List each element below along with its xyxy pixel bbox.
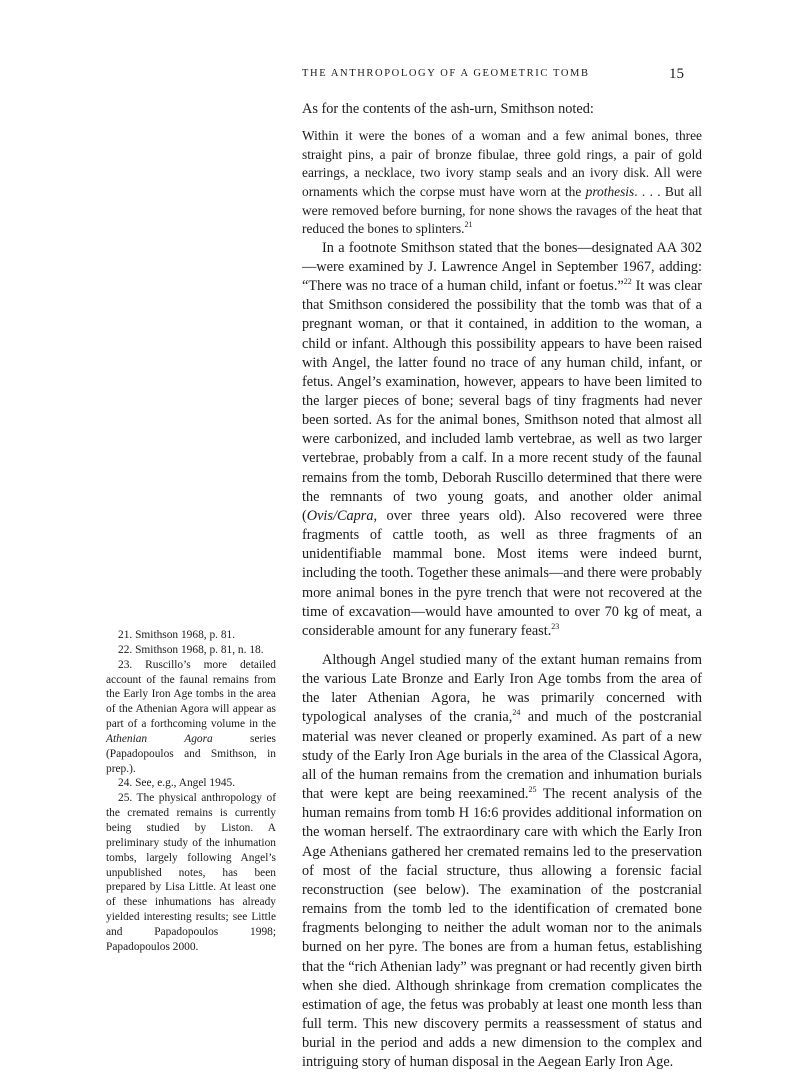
p2-text-b: and much of the postcranial material was never cleaned or properly examined. As part of a new study of the Early Iron Age burials in the area of the Classical Agora, all of the human remains from the cremation and inhumation burials that were kept are being reexamined.	[302, 709, 702, 803]
quote-text-a: Within it were the bones of a woman and a few animal bones, three straight pins, a pair of bronze fibulae, three gold rings, a pair of gold earrings, a necklace, two ivory stamp seals and an ivory disk. All were ornaments which the corpse must have worn at the	[302, 128, 702, 199]
body-paragraph-2	[302, 651, 702, 1072]
running-head: THE ANTHROPOLOGY OF A GEOMETRIC TOMB	[302, 68, 590, 79]
note-ref-24[interactable]: 24	[512, 708, 521, 718]
p2-text-a: Although Angel studied many of the extant human remains from the various Late Bronze and Early Iron Age tombs from the area of the later Athenian Agora, he was primarily concerned with typological analyses of the crania,	[302, 652, 702, 726]
p1-text-a: In a footnote Smithson stated that the bones—designated AA 302—were examined by J. Lawrence Angel in September 1967, adding: “There was no trace of a human child, infant or foetus.”	[302, 239, 702, 295]
note-ref-22[interactable]: 22	[623, 277, 632, 287]
footnote-22: 22. Smithson 1968, p. 81, n. 18.	[118, 643, 264, 656]
body-paragraph-1	[302, 239, 702, 641]
fn23-text-b: series (Papadopoulos and Smithson, in prep.).	[106, 732, 276, 775]
footnote-24: 24. See, e.g., Angel 1945.	[118, 777, 236, 790]
p1-italic-ovis-capra: Ovis/Capra,	[306, 507, 378, 524]
quote-italic-term: prothesis	[585, 183, 635, 199]
fn23-italic-series: Athenian Agora	[106, 732, 213, 745]
page-header	[302, 68, 684, 86]
p1-text-b: It was clear that Smithson considered the possibility that the tomb was that of a pregnant woman, or that it contained, in addition to the woman, a child or infant. Although this possibility appears to have been raised with Angel, the latter found no trace of any human child, infant, or fetus. Angel’s examination, however, appears to have been limited to the larger pieces of bone; several bags of tiny fragments had never been sorted. As for the animal bones, Smithson noted that almost all were carbonized, and included lamb vertebrae, as well as two larger vertebrae, probably from a calf. In a more recent study of the faunal remains from the tomb, Deborah Ruscillo determined that there were the remnants of two young goats, and another older animal (	[302, 278, 703, 524]
footnote-21: 21. Smithson 1968, p. 81.	[118, 629, 236, 641]
footnote-25: 25. The physical anthropology of the cremated remains is currently being studied by Liston. A preliminary study of the inhumation tombs, largely following Angel’s unpublished notes, has been prepared by Lisa Little. At least one of these inhumations has already yielded interesting results; see Little and Papadopoulos 1998; Papadopoulos 2000.	[106, 792, 276, 953]
p1-text-c: over three years old). Also recovered were three fragments of cattle tooth, as well as three fragments of an unidentifiable mammal bone. Most items were indeed burnt, including the tooth. Together these animals—and there were probably more animal bones in the pyre trench that were not recovered at the time of excavation—would have amounted to over 70 kg of meat, a considerable amount for any funerary feast.	[302, 507, 702, 639]
intro-paragraph: As for the contents of the ash-urn, Smithson noted:	[302, 101, 594, 117]
main-text-column	[302, 100, 702, 1072]
footnotes-column	[106, 628, 276, 955]
note-ref-25[interactable]: 25	[528, 785, 537, 795]
quote-text-b: . . . . But all were removed before burning, for none shows the ravages of the heat that reduced the bones to splinters.	[302, 183, 702, 237]
fn23-text-a: 23. Ruscillo’s more detailed account of the faunal remains from the Early Iron Age tombs in the area of the Athenian Agora will appear as part of a forthcoming volume in the	[106, 658, 276, 731]
note-ref-21[interactable]: 21	[464, 220, 473, 230]
note-ref-23[interactable]: 23	[551, 621, 560, 631]
footnote-23	[106, 658, 276, 777]
block-quote	[302, 127, 702, 239]
page-number: 15	[669, 66, 684, 82]
p2-text-c: The recent analysis of the human remains from tomb H 16:6 provides additional information on the woman herself. The extraordinary care with which the Early Iron Age Athenians gathered her cremated remains led to the preservation of most of the facial structure, thus allowing a forensic facial reconstruction (see below). The examination of the postcranial remains from the tomb led to the identification of cremated bone fragments belonging to neither the adult woman nor to the animals burned on her pyre. The bones are from a human fetus, establishing that the “rich Athenian lady” was pregnant or had recently given birth when she died. Although shrinkage from cremation complicates the estimation of age, the fetus was probably at least one month less than full term. This new discovery permits a reassessment of status and burial in the period and adds a new dimension to the complex and intriguing story of human disposal in the Aegean Early Iron Age.	[302, 786, 702, 1071]
